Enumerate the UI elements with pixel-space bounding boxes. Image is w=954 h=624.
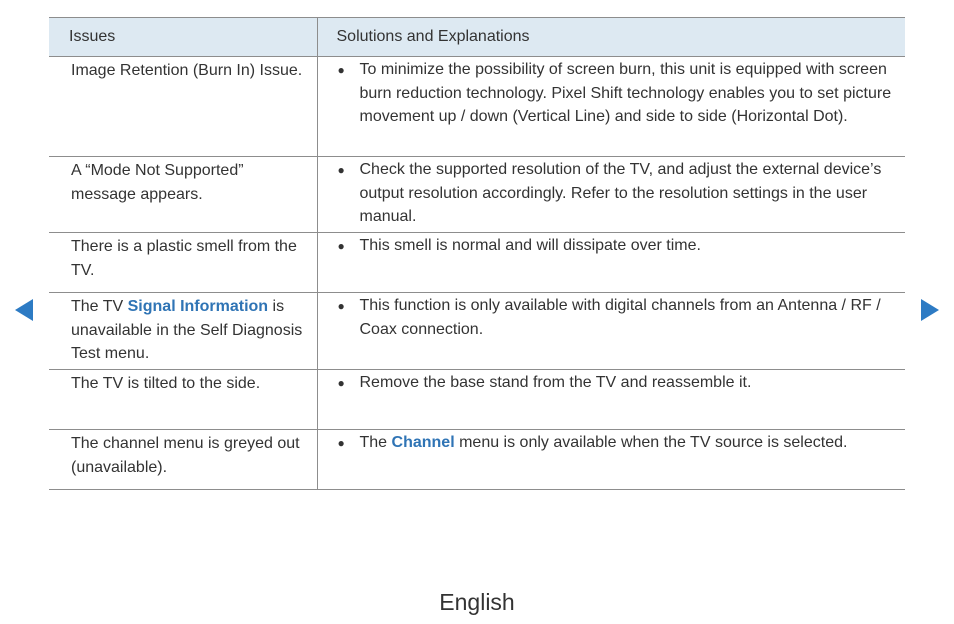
- solution-cell: [317, 233, 905, 293]
- solution-cell: [317, 370, 905, 430]
- channel-link: Channel: [391, 434, 455, 451]
- issue-text: is unavailable in the Self Diagnosis Test menu.: [71, 298, 303, 362]
- solution-cell: [317, 57, 905, 157]
- column-header-solutions: Solutions and Explanations: [317, 18, 905, 57]
- issue-cell: Image Retention (Burn In) Issue.: [49, 57, 317, 157]
- table-row: [49, 293, 905, 370]
- table-row: [49, 157, 905, 233]
- column-header-issues: Issues: [49, 18, 317, 57]
- solution-cell: [317, 293, 905, 370]
- bullet-icon: [338, 158, 360, 229]
- bullet-icon: [338, 371, 360, 396]
- solution-text: menu is only available when the TV source is selected.: [454, 434, 848, 451]
- issue-cell: A “Mode Not Supported” message appears.: [49, 157, 317, 233]
- table-row: [49, 233, 905, 293]
- bullet-icon: [338, 294, 360, 341]
- solution-cell: [317, 157, 905, 233]
- troubleshooting-table: [49, 17, 905, 490]
- bullet-icon: [338, 234, 360, 259]
- solution-text: Check the supported resolution of the TV, and adjust the external device’s output resolution accordingly. Refer to the resolution settings in the user manual.: [359, 161, 882, 225]
- triangle-right-icon[interactable]: [921, 299, 939, 321]
- signal-information-link: Signal Information: [127, 298, 269, 315]
- solution-text: Remove the base stand from the TV and reassemble it.: [359, 374, 752, 391]
- issue-cell: There is a plastic smell from the TV.: [49, 233, 317, 293]
- issue-cell: The channel menu is greyed out (unavailable).: [49, 430, 317, 490]
- table-row: [49, 370, 905, 430]
- solution-cell: [317, 430, 905, 490]
- issue-cell: The TV is tilted to the side.: [49, 370, 317, 430]
- issue-text: The TV: [71, 298, 128, 315]
- solution-text: The: [359, 434, 392, 451]
- solution-text: To minimize the possibility of screen burn, this unit is equipped with screen burn reduction technology. Pixel Shift technology enables you to set picture movement up / down (Vertical Line) and side to side (Horizontal Dot).: [359, 61, 892, 125]
- issue-cell: [49, 293, 317, 370]
- bullet-icon: [338, 431, 360, 456]
- table-row: [49, 57, 905, 157]
- bullet-icon: [338, 58, 360, 129]
- solution-text: This smell is normal and will dissipate over time.: [359, 237, 701, 254]
- table-header-row: [49, 18, 905, 57]
- table-row: [49, 430, 905, 490]
- solution-text: This function is only available with digital channels from an Antenna / RF / Coax connection.: [359, 297, 881, 338]
- triangle-left-icon[interactable]: [15, 299, 33, 321]
- footer-language: English: [439, 589, 515, 615]
